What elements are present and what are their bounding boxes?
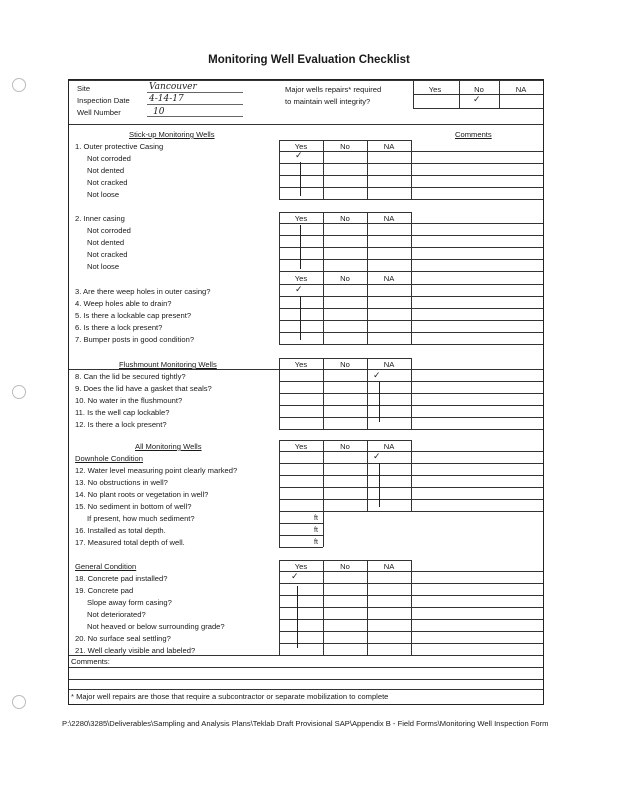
question-row: 19. Concrete pad xyxy=(75,586,134,595)
col-yes: Yes xyxy=(294,274,308,283)
col-na: NA xyxy=(383,360,395,369)
question-row: Not deteriorated? xyxy=(87,610,146,619)
question-row: 14. No plant roots or vegetation in well? xyxy=(75,490,209,499)
file-path-footer: P:\2280\3285\Deliverables\Sampling and Analysis Plans\Teklab Draft Provisional SAP\Appendix B - Field Forms\Monitoring Well Inspection Form xyxy=(62,719,549,728)
major-no-check: ✓ xyxy=(473,95,481,105)
inner-casing-label: 2. Inner casing xyxy=(75,214,125,223)
downhole-subheading: Downhole Condition xyxy=(75,454,143,463)
well-number-label: Well Number xyxy=(77,108,121,117)
outer-casing-label: 1. Outer protective Casing xyxy=(75,142,164,151)
stickup-heading: Stick-up Monitoring Wells xyxy=(129,130,215,139)
question-row: 13. No obstructions in well? xyxy=(75,478,168,487)
major-na-header: NA xyxy=(515,85,527,94)
col-yes: Yes xyxy=(294,142,308,151)
question-row: 18. Concrete pad installed? xyxy=(75,574,168,583)
question-row: 12. Is there a lock present? xyxy=(75,420,167,429)
inner-item: Not corroded xyxy=(87,226,131,235)
comments-heading: Comments xyxy=(455,130,492,139)
question-row: 15. No sediment in bottom of well? xyxy=(75,502,192,511)
question-row: Slope away form casing? xyxy=(87,598,172,607)
col-no: No xyxy=(340,142,350,151)
check-mark: ✓ xyxy=(373,452,381,462)
inner-item: Not cracked xyxy=(87,250,128,259)
question-row: 9. Does the lid have a gasket that seals? xyxy=(75,384,212,393)
question-row: If present, how much sediment? xyxy=(87,514,195,523)
col-yes: Yes xyxy=(294,360,308,369)
page-title: Monitoring Well Evaluation Checklist xyxy=(208,54,410,66)
binder-hole xyxy=(12,385,26,399)
ft-unit: ft xyxy=(314,539,318,546)
major-repairs-question-line2: to maintain well integrity? xyxy=(285,97,371,106)
outer-item: Not loose xyxy=(87,190,120,199)
col-no: No xyxy=(340,360,350,369)
outer-item: Not dented xyxy=(87,166,125,175)
col-na: NA xyxy=(383,274,395,283)
inspection-date-value: 4-14-17 xyxy=(149,94,184,104)
question-row: 3. Are there weep holes in outer casing? xyxy=(75,287,211,296)
outer-item: Not corroded xyxy=(87,154,131,163)
col-na: NA xyxy=(383,214,395,223)
ft-unit: ft xyxy=(314,515,318,522)
question-row: 6. Is there a lock present? xyxy=(75,323,163,332)
col-na: NA xyxy=(383,142,395,151)
check-mark: ✓ xyxy=(295,151,303,161)
binder-hole xyxy=(12,78,26,92)
col-no: No xyxy=(340,442,350,451)
inspection-date-label: Inspection Date xyxy=(77,96,130,105)
check-mark: ✓ xyxy=(295,285,303,295)
col-na: NA xyxy=(383,442,395,451)
check-mark: ✓ xyxy=(373,371,381,381)
well-number-value: 10 xyxy=(153,107,165,117)
col-no: No xyxy=(340,214,350,223)
binder-hole xyxy=(12,695,26,709)
major-repair-note: * Major well repairs are those that require a subcontractor or separate mobilization to complete xyxy=(71,692,389,701)
question-row: 8. Can the lid be secured tightly? xyxy=(75,372,186,381)
inner-item: Not dented xyxy=(87,238,125,247)
question-row: 12. Water level measuring point clearly marked? xyxy=(75,466,238,475)
outer-item: Not cracked xyxy=(87,178,128,187)
col-no: No xyxy=(340,274,350,283)
question-row: 7. Bumper posts in good condition? xyxy=(75,335,195,344)
flushmount-heading: Flushmount Monitoring Wells xyxy=(119,360,217,369)
col-yes: Yes xyxy=(294,562,308,571)
question-row: 21. Well clearly visible and labeled? xyxy=(75,646,196,655)
major-no-header: No xyxy=(474,85,484,94)
question-row: 16. Installed as total depth. xyxy=(75,526,166,535)
all-wells-heading: All Monitoring Wells xyxy=(135,442,202,451)
general-heading: General Condition xyxy=(75,562,137,571)
question-row: 5. Is there a lockable cap present? xyxy=(75,311,192,320)
check-mark: ✓ xyxy=(291,572,299,582)
major-yes-header: Yes xyxy=(428,85,442,94)
inner-item: Not loose xyxy=(87,262,120,271)
question-row: 11. Is the well cap lockable? xyxy=(75,408,170,417)
ft-unit: ft xyxy=(314,527,318,534)
col-yes: Yes xyxy=(294,214,308,223)
site-value: Vancouver xyxy=(149,82,197,92)
question-row: 17. Measured total depth of well. xyxy=(75,538,185,547)
question-row: 4. Weep holes able to drain? xyxy=(75,299,172,308)
comments-label: Comments: xyxy=(71,657,110,666)
col-yes: Yes xyxy=(294,442,308,451)
question-row: Not heaved or below surrounding grade? xyxy=(87,622,225,631)
col-na: NA xyxy=(383,562,395,571)
checklist-form xyxy=(68,79,544,705)
major-repairs-question: Major wells repairs* required xyxy=(285,85,382,94)
question-row: 20. No surface seal settling? xyxy=(75,634,171,643)
question-row: 10. No water in the flushmount? xyxy=(75,396,183,405)
col-no: No xyxy=(340,562,350,571)
site-label: Site xyxy=(77,84,91,93)
